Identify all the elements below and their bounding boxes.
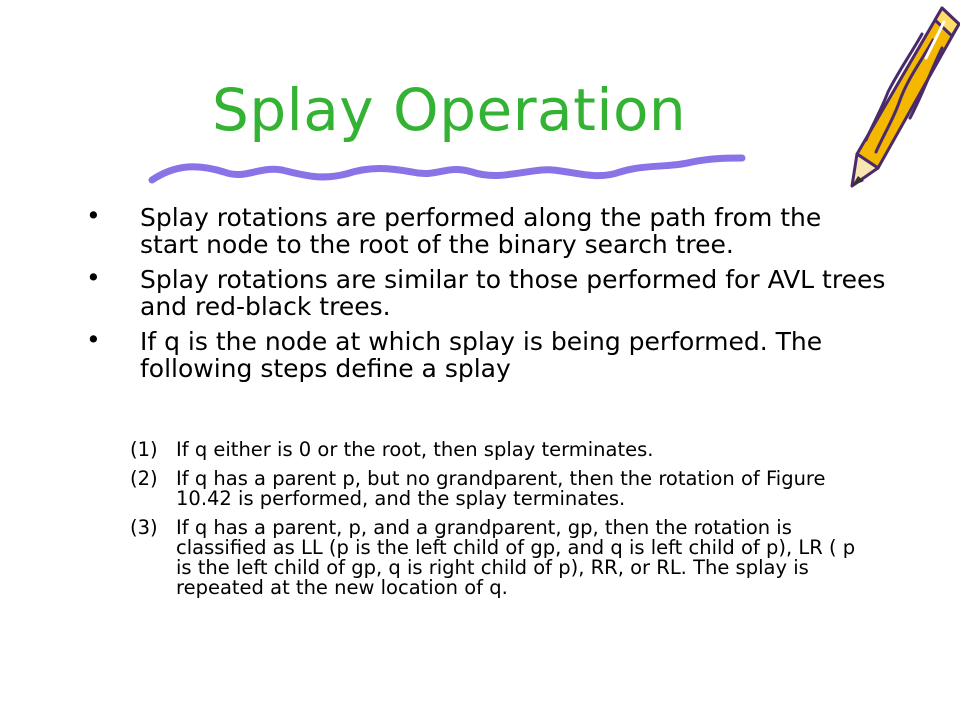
bullet-text: Splay rotations are performed along the path from the start node to the root of the binary search tree. bbox=[140, 203, 822, 259]
bullet-text: If q is the node at which splay is being performed. The following steps define a splay bbox=[140, 327, 823, 383]
bullet-item bbox=[86, 263, 886, 321]
numbered-step bbox=[130, 440, 870, 460]
step-text: If q has a parent, p, and a grandparent, gp, then the rotation is classified as LL (p is the left child of gp, and q is left child of p), LR ( p is the left child of gp, q is right child of p), RR, or RL. The splay is repeated at the new location of q. bbox=[176, 516, 856, 599]
bullet-item bbox=[86, 325, 886, 383]
bullet-text: Splay rotations are similar to those performed for AVL trees and red-black trees. bbox=[140, 265, 886, 321]
pencil-icon bbox=[838, 0, 960, 190]
bullet-marker: • bbox=[86, 263, 101, 292]
step-text: If q has a parent p, but no grandparent, then the rotation of Figure 10.42 is performed, and the splay terminates. bbox=[176, 467, 826, 510]
bullet-marker: • bbox=[86, 325, 101, 354]
bullet-item bbox=[86, 201, 886, 259]
step-number: (1) bbox=[130, 438, 158, 461]
step-number: (2) bbox=[130, 467, 158, 490]
numbered-step bbox=[130, 469, 870, 509]
wavy-underline-stroke bbox=[152, 158, 742, 180]
title-underline-decoration bbox=[146, 150, 746, 192]
bullet-list bbox=[86, 201, 886, 390]
step-text: If q either is 0 or the root, then splay terminates. bbox=[176, 438, 654, 461]
pencil-body bbox=[857, 8, 959, 168]
bullet-marker: • bbox=[86, 201, 101, 230]
numbered-steps-list bbox=[130, 440, 870, 607]
slide-title: Splay Operation bbox=[212, 76, 687, 144]
step-number: (3) bbox=[130, 516, 158, 539]
numbered-step bbox=[130, 518, 870, 598]
